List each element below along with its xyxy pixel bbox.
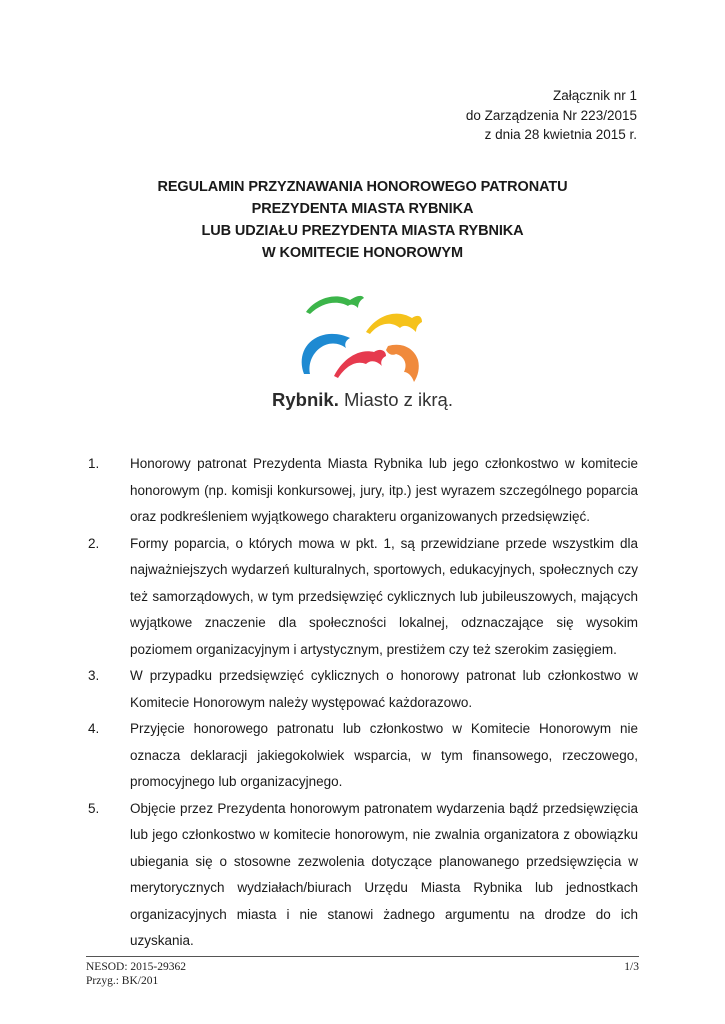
title-line-1: REGULAMIN PRZYZNAWANIA HONOROWEGO PATRONATU [157, 179, 568, 195]
list-item [88, 716, 638, 796]
footer-nesod: NESOD: 2015-29362 [86, 961, 186, 973]
yellow-fish-icon [366, 314, 422, 334]
annex-header [466, 86, 637, 145]
brand-name: Rybnik. [272, 389, 339, 410]
item-number: 3. [88, 668, 100, 683]
regulation-list [88, 451, 638, 955]
annex-ordinance: do Zarządzenia Nr 223/2015 [465, 107, 637, 123]
title-line-2: PREZYDENTA MIASTA RYBNIKA [251, 201, 474, 217]
footer-divider [86, 956, 639, 957]
page-footer [86, 960, 639, 988]
rybnik-fish-logo-icon [292, 288, 428, 384]
list-item [88, 663, 638, 716]
item-number: 1. [88, 456, 100, 471]
annex-date: z dnia 28 kwietnia 2015 r. [484, 127, 637, 142]
red-fish-icon [334, 350, 386, 378]
title-line-4: W KOMITECIE HONOROWYM [262, 245, 463, 261]
footer-prepared-by: Przyg.: BK/201 [86, 975, 159, 987]
item-text: Honorowy patronat Prezydenta Miasta Rybnika lub jego członkostwo w komitecie honorowym (np. komisji konkursowej, jury, itp.) jest wyrazem szczególnego poparcia oraz podkreśleniem wyjątkowego charakteru organizowanych przedsięwzięć. [130, 456, 638, 524]
item-number: 4. [88, 721, 100, 736]
list-item [88, 451, 638, 531]
document-title [0, 176, 725, 264]
title-line-3: LUB UDZIAŁU PREZYDENTA MIASTA RYBNIKA [201, 223, 524, 239]
item-text: W przypadku przedsięwzięć cyklicznych o honorowy patronat lub członkostwo w Komitecie Honorowym należy występować każdorazowo. [130, 668, 638, 710]
annex-number: Załącznik nr 1 [552, 88, 637, 103]
brand-tagline: Miasto z ikrą. [338, 389, 453, 410]
orange-fish-icon [386, 345, 419, 382]
item-text: Formy poparcia, o których mowa w pkt. 1, są przewidziane przede wszystkim dla najważniejszych wydarzeń kulturalnych, sportowych, edukacyjnych, społecznych czy też samorządowych, w tym przedsięwzięć cyklicznych lub jubileuszowych, mających wyjątkowe znaczenie dla społeczności lokalnej, odznaczające się wysokim poziomem organizacyjnym i artystycznym, prestiżem czy też szerokim zasięgiem. [130, 535, 638, 657]
brand-slogan [0, 389, 725, 411]
item-number: 2. [88, 535, 100, 551]
list-item [88, 796, 638, 955]
list-item [88, 531, 638, 664]
item-text: Objęcie przez Prezydenta honorowym patronatem wydarzenia bądź przedsięwzięcia lub jego członkostwo w komitecie honorowym, nie zwalnia organizatora z obowiązku ubiegania się o stosowne zezwolenia dotyczące planowanego przedsięwzięcia w merytorycznych wydziałach/biurach Urzędu Miasta Rybnika lub jednostkach organizacyjnych miasta i nie stanowi żadnego argumentu na drodze do ich uzyskania. [130, 800, 638, 948]
item-text: Przyjęcie honorowego patronatu lub członkostwo w Komitecie Honorowym nie oznacza deklaracji jakiegokolwiek wsparcia, w tym finansowego, rzeczowego, promocyjnego lub organizacyjnego. [130, 721, 638, 789]
item-number: 5. [88, 800, 100, 816]
green-fish-icon [306, 296, 364, 314]
page-number: 1/3 [624, 961, 639, 973]
